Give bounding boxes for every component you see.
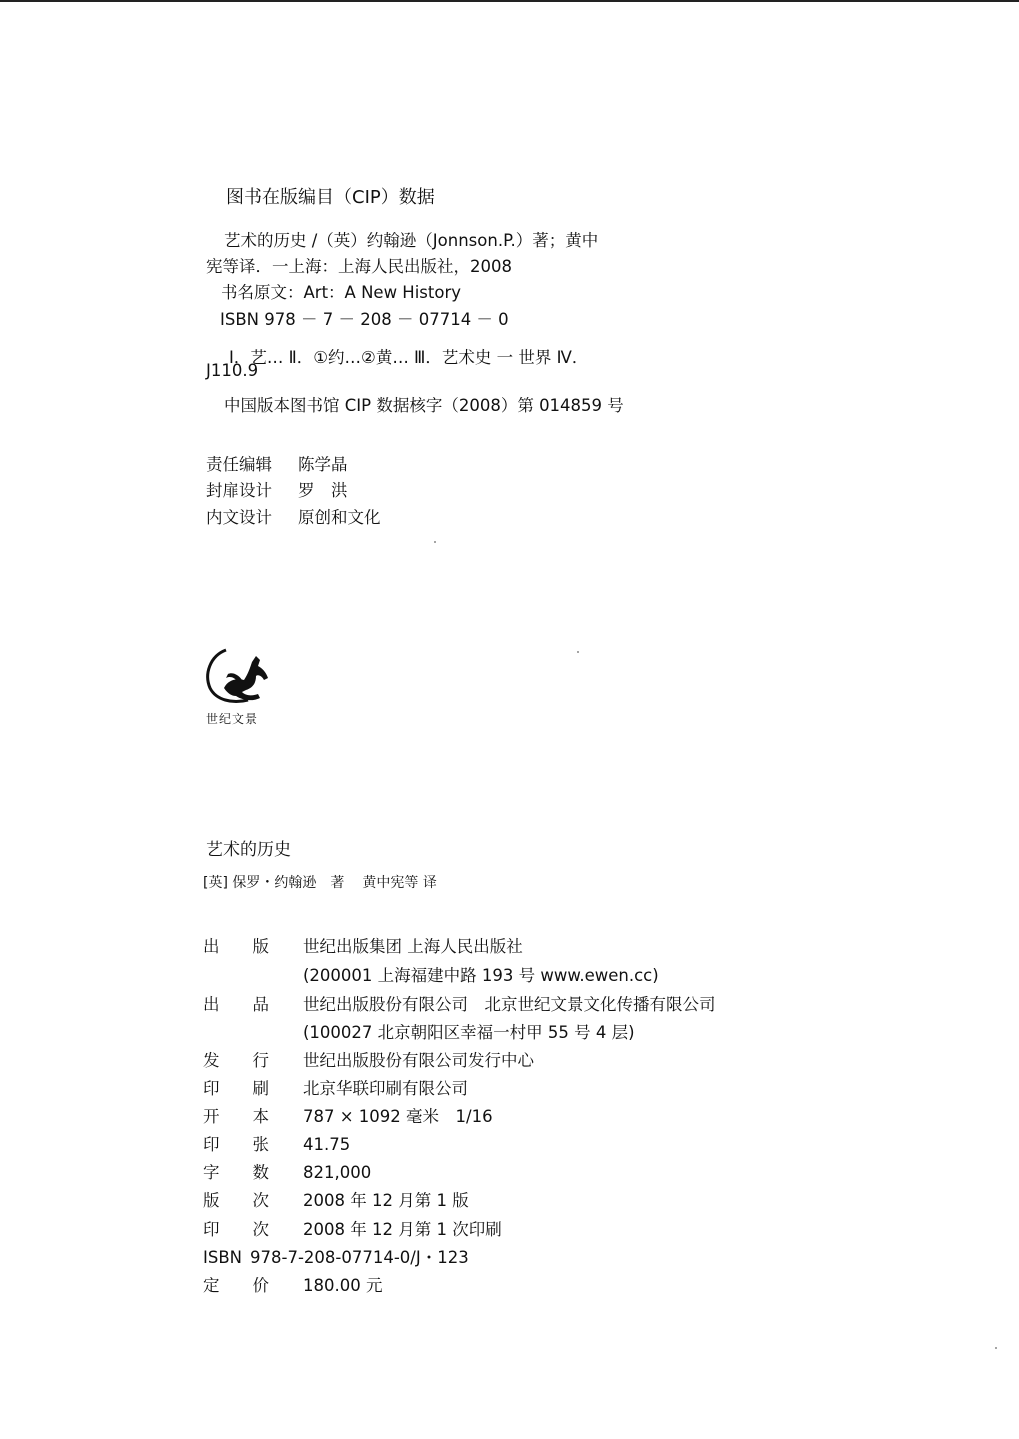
cip-original-title: 书名原文：Art：A New History (221, 283, 462, 302)
top-border (0, 0, 1019, 2)
pub-format (203, 1103, 493, 1127)
cip-line-2: 宪等译．一上海：上海人民出版社，2008 (206, 257, 512, 276)
credit-editor (206, 451, 348, 475)
credit-label: 内文设计 (206, 508, 272, 527)
pub-price (203, 1272, 382, 1296)
credit-value: 原创和文化 (298, 508, 381, 527)
pub-value: 978-7-208-07714-0/J・123 (250, 1248, 469, 1267)
pub-label: 出 品 (203, 995, 269, 1014)
credit-value: 罗 洪 (298, 481, 348, 500)
cip-classification: Ⅰ．艺… Ⅱ．①约…②黄… Ⅲ．艺术史 一 世界 Ⅳ． (229, 348, 589, 367)
book-authors (203, 872, 455, 892)
pub-sheets (203, 1131, 350, 1155)
pub-value: 2008 年 12 月第 1 版 (303, 1191, 469, 1210)
pub-label: 定 价 (203, 1276, 269, 1295)
pub-label: 开 本 (203, 1107, 269, 1126)
pub-value: 北京华联印刷有限公司 (303, 1079, 468, 1098)
pub-printing (203, 1216, 502, 1240)
pub-label: 版 次 (203, 1191, 269, 1210)
author: [英] 保罗・约翰逊 著 (203, 875, 345, 891)
pub-value: 787 × 1092 毫米 1/16 (303, 1107, 493, 1126)
cip-class-number: J110.9 (206, 361, 259, 380)
pub-value: 821,000 (303, 1163, 372, 1182)
pub-value: 2008 年 12 月第 1 次印刷 (303, 1220, 502, 1239)
pub-value: 世纪出版股份有限公司 北京世纪文景文化传播有限公司 (303, 995, 716, 1014)
pub-printer (203, 1075, 468, 1099)
cip-title: 图书在版编目（CIP）数据 (226, 187, 435, 208)
credit-label: 责任编辑 (206, 455, 272, 474)
credit-interior-design (206, 504, 381, 528)
book-title: 艺术的历史 (206, 840, 291, 860)
pub-value: 世纪出版集团 上海人民出版社 (303, 937, 523, 956)
cip-registration: 中国版本图书馆 CIP 数据核字（2008）第 014859 号 (224, 396, 624, 415)
pub-value: 世纪出版股份有限公司发行中心 (303, 1051, 534, 1070)
scan-speck (434, 541, 436, 543)
pub-label: 印 张 (203, 1135, 269, 1154)
pub-words (203, 1159, 371, 1183)
pub-distributor (203, 1047, 534, 1071)
credit-cover-design (206, 477, 348, 501)
pub-value: 180.00 元 (303, 1276, 383, 1295)
pub-value: 41.75 (303, 1135, 351, 1154)
pub-isbn (203, 1244, 469, 1268)
logo-text: 世纪文景 (206, 712, 259, 726)
translator: 黄中宪等 译 (362, 875, 437, 891)
scan-speck (995, 1347, 997, 1349)
cip-line-1: 艺术的历史 /（英）约翰逊（Jonnson.P.）著；黄中 (224, 231, 599, 250)
credit-label: 封扉设计 (206, 481, 272, 500)
cip-isbn: ISBN 978 － 7 － 208 － 07714 － 0 (220, 310, 509, 329)
pub-publisher-address: (200001 上海福建中路 193 号 www.ewen.cc) (303, 966, 659, 985)
pub-label: 印 刷 (203, 1079, 269, 1098)
pub-label: ISBN (203, 1248, 243, 1267)
pub-edition (203, 1187, 469, 1211)
pub-label: 发 行 (203, 1051, 269, 1070)
pub-producer (203, 991, 716, 1015)
credit-value: 陈学晶 (298, 455, 348, 474)
scan-speck (577, 651, 579, 653)
horse-logo-icon (202, 644, 276, 706)
pub-label: 出 版 (203, 937, 269, 956)
pub-producer-address: (100027 北京朝阳区幸福一村甲 55 号 4 层) (303, 1023, 635, 1042)
pub-label: 印 次 (203, 1220, 269, 1239)
pub-publisher (203, 933, 523, 957)
pub-label: 字 数 (203, 1163, 269, 1182)
